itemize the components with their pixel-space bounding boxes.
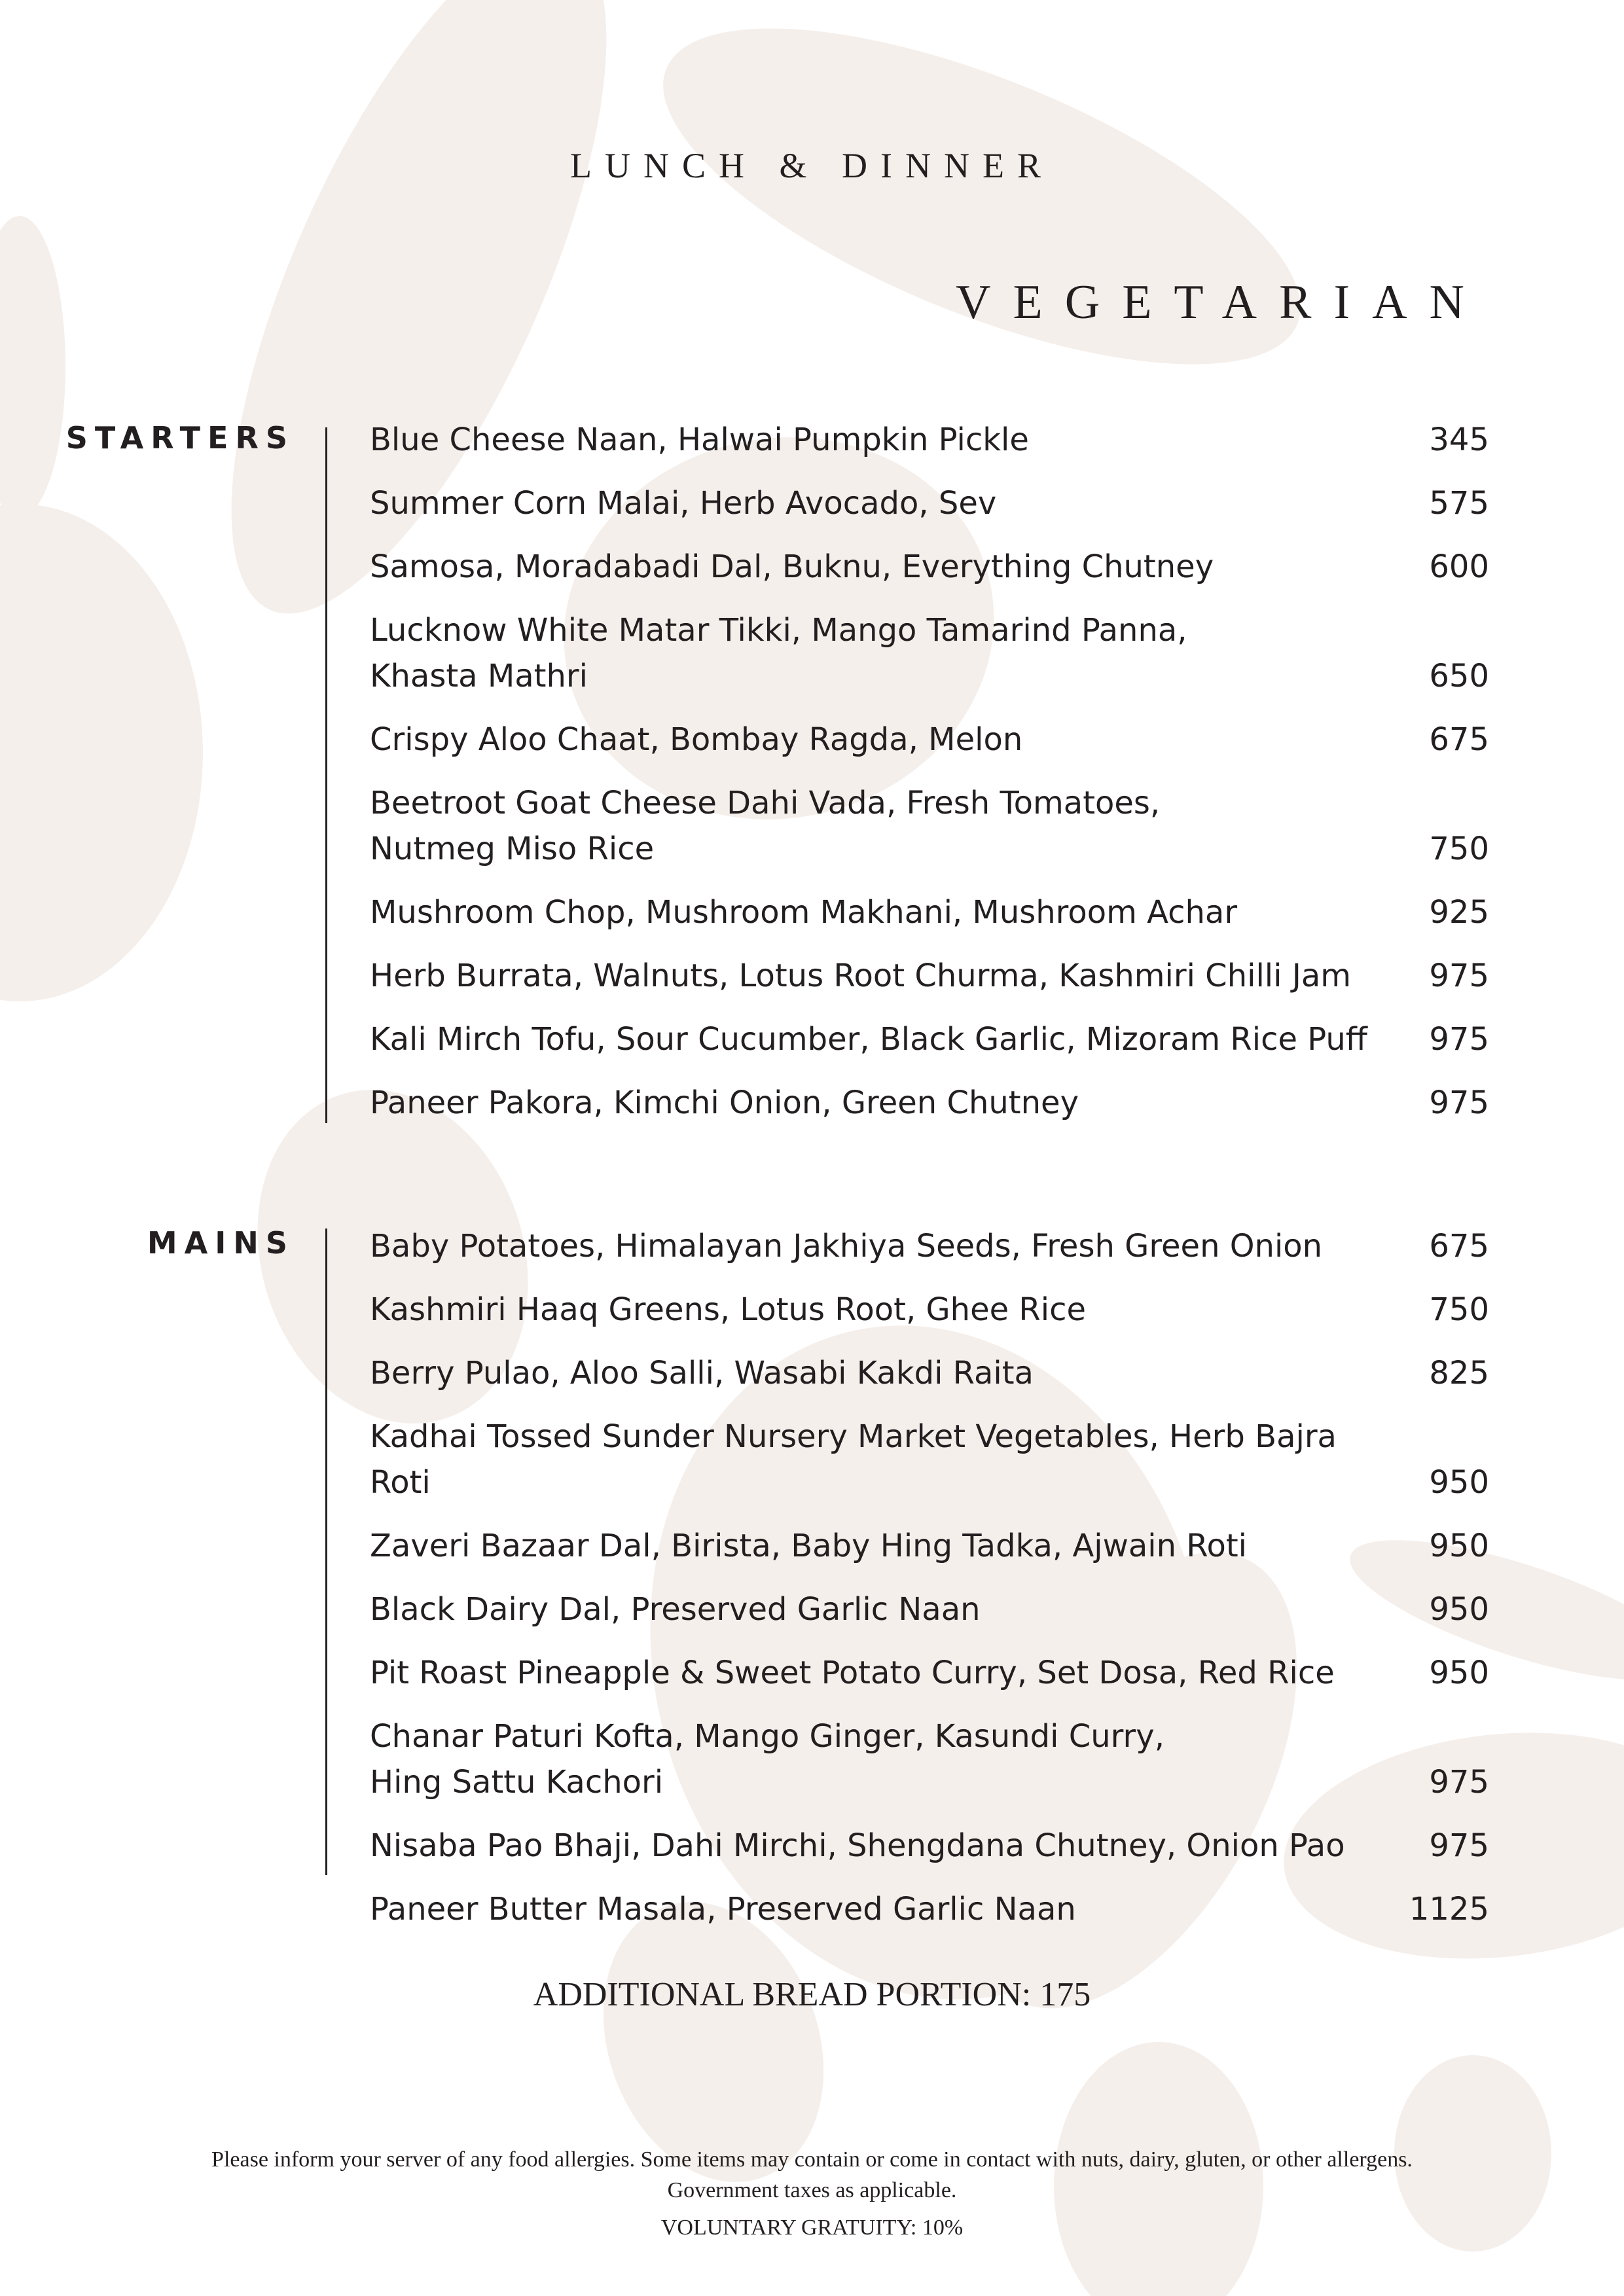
menu-item bbox=[370, 780, 1489, 872]
item-spacer bbox=[370, 463, 1489, 480]
item-price: 950 bbox=[1429, 1528, 1489, 1564]
menu-item bbox=[370, 480, 1489, 526]
item-price: 975 bbox=[1429, 958, 1489, 994]
section-title: VEGETARIAN bbox=[956, 276, 1487, 329]
item-price: 975 bbox=[1429, 1764, 1489, 1801]
menu-item bbox=[370, 544, 1489, 590]
item-price: 975 bbox=[1429, 1085, 1489, 1121]
menu-item bbox=[370, 1587, 1489, 1632]
item-spacer bbox=[370, 762, 1489, 780]
item-spacer bbox=[370, 1805, 1489, 1823]
item-spacer bbox=[370, 1396, 1489, 1414]
item-name: Kali Mirch Tofu, Sour Cucumber, Black Garlic, Mizoram Rice Puff bbox=[370, 1021, 1367, 1058]
starters-label: STARTERS bbox=[65, 420, 295, 456]
item-spacer bbox=[370, 1269, 1489, 1287]
menu-item bbox=[370, 1823, 1489, 1869]
item-spacer bbox=[370, 526, 1489, 544]
item-name: Lucknow White Matar Tikki, Mango Tamarind Panna, Khasta Mathri bbox=[370, 612, 1187, 694]
item-name: Beetroot Goat Cheese Dahi Vada, Fresh Tomatoes, Nutmeg Miso Rice bbox=[370, 785, 1161, 867]
item-name: Kadhai Tossed Sunder Nursery Market Vegetables, Herb Bajra Roti bbox=[370, 1418, 1337, 1501]
menu-item bbox=[370, 953, 1489, 999]
item-name: Mushroom Chop, Mushroom Makhani, Mushroom Achar bbox=[370, 894, 1238, 931]
item-spacer bbox=[370, 1869, 1489, 1886]
item-price: 650 bbox=[1429, 658, 1489, 694]
item-price: 825 bbox=[1429, 1355, 1489, 1391]
menu-item bbox=[370, 1523, 1489, 1569]
item-price: 925 bbox=[1429, 894, 1489, 931]
item-price: 750 bbox=[1429, 1291, 1489, 1328]
item-name: Summer Corn Malai, Herb Avocado, Sev bbox=[370, 485, 997, 522]
item-name: Crispy Aloo Chaat, Bombay Ragda, Melon bbox=[370, 721, 1023, 758]
item-name: Herb Burrata, Walnuts, Lotus Root Churma, Kashmiri Chilli Jam bbox=[370, 958, 1352, 994]
menu-item bbox=[370, 1080, 1489, 1126]
item-price: 950 bbox=[1429, 1591, 1489, 1628]
item-price: 950 bbox=[1429, 1464, 1489, 1501]
item-price: 345 bbox=[1429, 422, 1489, 458]
item-price: 675 bbox=[1429, 1228, 1489, 1265]
item-spacer bbox=[370, 1632, 1489, 1650]
mains-label: MAINS bbox=[147, 1225, 295, 1261]
item-name: Nisaba Pao Bhaji, Dahi Mirchi, Shengdana Chutney, Onion Pao bbox=[370, 1827, 1345, 1864]
item-name: Baby Potatoes, Himalayan Jakhiya Seeds, Fresh Green Onion bbox=[370, 1228, 1323, 1265]
mains-list bbox=[370, 1223, 1489, 1932]
menu-item bbox=[370, 1350, 1489, 1396]
item-name: Samosa, Moradabadi Dal, Buknu, Everything Chutney bbox=[370, 548, 1214, 585]
item-spacer bbox=[370, 699, 1489, 717]
menu-item bbox=[370, 1713, 1489, 1805]
starters-divider bbox=[325, 427, 327, 1123]
item-name: Paneer Pakora, Kimchi Onion, Green Chutney bbox=[370, 1085, 1079, 1121]
item-price: 975 bbox=[1429, 1827, 1489, 1864]
item-name: Berry Pulao, Aloo Salli, Wasabi Kakdi Raita bbox=[370, 1355, 1034, 1391]
item-spacer bbox=[370, 935, 1489, 953]
item-spacer bbox=[370, 1333, 1489, 1350]
item-name: Zaveri Bazaar Dal, Birista, Baby Hing Tadka, Ajwain Roti bbox=[370, 1528, 1248, 1564]
mains-divider bbox=[325, 1229, 327, 1875]
item-spacer bbox=[370, 1505, 1489, 1523]
menu-item bbox=[370, 1223, 1489, 1269]
item-spacer bbox=[370, 590, 1489, 607]
menu-item bbox=[370, 1414, 1489, 1505]
menu-header: LUNCH & DINNER bbox=[570, 146, 1054, 185]
menu-item bbox=[370, 889, 1489, 935]
item-spacer bbox=[370, 1569, 1489, 1587]
item-price: 600 bbox=[1429, 548, 1489, 585]
tax-note: Government taxes as applicable. bbox=[667, 2178, 957, 2202]
menu-item bbox=[370, 417, 1489, 463]
menu-item bbox=[370, 607, 1489, 699]
item-name: Kashmiri Haaq Greens, Lotus Root, Ghee Rice bbox=[370, 1291, 1087, 1328]
menu-item bbox=[370, 1287, 1489, 1333]
menu-item bbox=[370, 717, 1489, 762]
item-price: 975 bbox=[1429, 1021, 1489, 1058]
menu-item bbox=[370, 1650, 1489, 1696]
starters-list bbox=[370, 417, 1489, 1126]
allergy-note: Please inform your server of any food allergies. Some items may contain or come in contact with nuts, dairy, gluten, or other allergens. bbox=[211, 2147, 1413, 2172]
item-name: Paneer Butter Masala, Preserved Garlic Naan bbox=[370, 1891, 1076, 1928]
item-name: Pit Roast Pineapple & Sweet Potato Curry, Set Dosa, Red Rice bbox=[370, 1655, 1335, 1691]
item-price: 675 bbox=[1429, 721, 1489, 758]
item-spacer bbox=[370, 999, 1489, 1016]
menu-item bbox=[370, 1016, 1489, 1062]
item-spacer bbox=[370, 872, 1489, 889]
item-price: 750 bbox=[1429, 831, 1489, 867]
item-spacer bbox=[370, 1696, 1489, 1713]
additional-bread-note: ADDITIONAL BREAD PORTION: 175 bbox=[533, 1976, 1091, 2013]
menu-item bbox=[370, 1886, 1489, 1932]
item-price: 575 bbox=[1429, 485, 1489, 522]
item-price: 950 bbox=[1429, 1655, 1489, 1691]
item-spacer bbox=[370, 1062, 1489, 1080]
item-name: Blue Cheese Naan, Halwai Pumpkin Pickle bbox=[370, 422, 1029, 458]
item-name: Black Dairy Dal, Preserved Garlic Naan bbox=[370, 1591, 981, 1628]
gratuity-note: VOLUNTARY GRATUITY: 10% bbox=[660, 2215, 964, 2240]
item-price: 1125 bbox=[1409, 1891, 1489, 1928]
item-name: Chanar Paturi Kofta, Mango Ginger, Kasundi Curry, Hing Sattu Kachori bbox=[370, 1718, 1164, 1801]
